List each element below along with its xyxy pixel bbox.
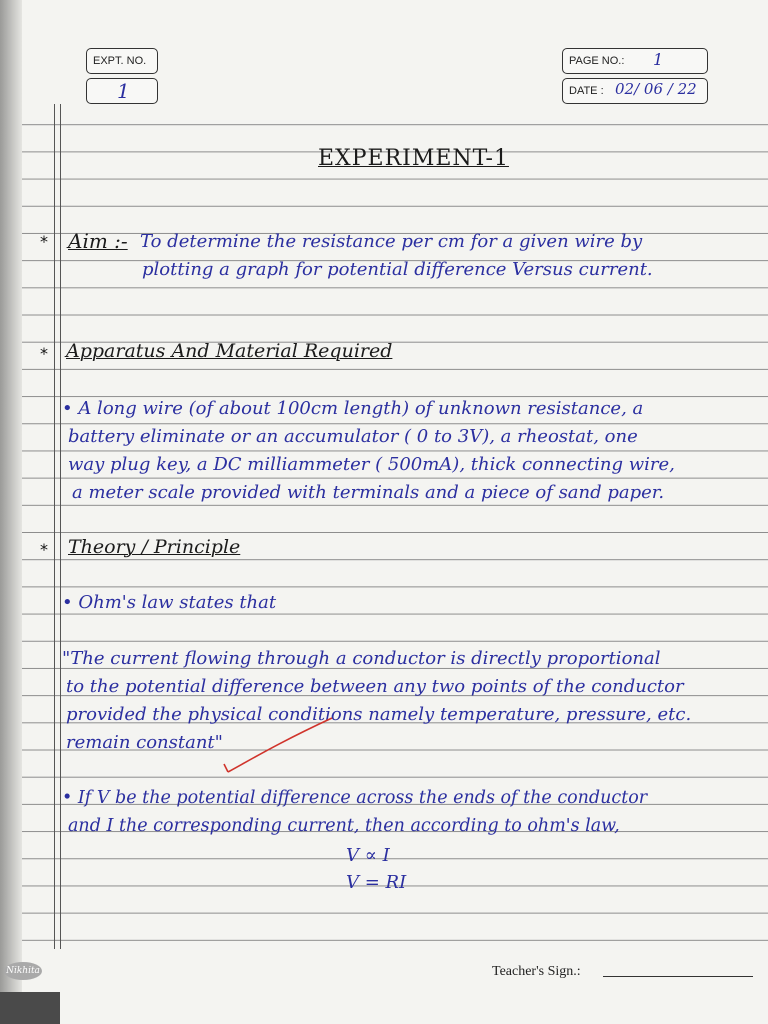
margin-line-left (54, 104, 55, 949)
date-label: DATE : (569, 85, 604, 97)
theory-heading: Theory / Principle (68, 536, 241, 558)
apparatus-line-3: way plug key, a DC milliammeter ( 500mA), thick connecting wire, (68, 454, 675, 475)
date-box (562, 78, 708, 104)
notebook-binding (0, 0, 22, 1024)
expt-no-value-box (86, 78, 158, 104)
theory-explain-line-2: and I the corresponding current, then according to ohm's law, (68, 816, 620, 836)
ohms-law-quote-line-3: provided the physical conditions namely temperature, pressure, etc. (66, 704, 692, 725)
page-no-label: PAGE NO.: (569, 55, 625, 67)
theory-bullet-star: * (40, 540, 48, 559)
aim-line-2: plotting a graph for potential difference Versus current. (142, 259, 653, 280)
page-footer-area (8, 948, 768, 1024)
expt-no-label-box (86, 48, 158, 74)
teacher-sign-line (603, 976, 753, 977)
page-title: EXPERIMENT-1 (318, 146, 509, 171)
page-no-value: 1 (653, 50, 664, 69)
ohms-law-quote-line-1: "The current flowing through a conductor is directly proportional (62, 648, 661, 669)
logo-text: Nikhita (6, 966, 40, 976)
apparatus-line-1: • A long wire (of about 100cm length) of unknown resistance, a (62, 398, 644, 419)
ohms-law-quote-line-2: to the potential difference between any two points of the conductor (66, 676, 684, 697)
margin-line-right (60, 104, 61, 949)
expt-no-label: EXPT. NO. (93, 55, 147, 67)
proportionality-formula: V ∝ I (346, 845, 390, 866)
apparatus-line-2: battery eliminate or an accumulator ( 0 to 3V), a rheostat, one (68, 426, 638, 447)
page-shadow (0, 992, 60, 1024)
aim-line-1: To determine the resistance per cm for a given wire by (140, 231, 643, 252)
aim-bullet-star: * (40, 232, 48, 251)
apparatus-heading: Apparatus And Material Required (66, 340, 393, 362)
expt-no-value: 1 (117, 79, 130, 103)
notebook-logo (4, 962, 42, 980)
teacher-check-mark (220, 712, 340, 776)
page-no-box (562, 48, 708, 74)
theory-intro: • Ohm's law states that (62, 592, 277, 613)
aim-heading: Aim :- (68, 229, 128, 253)
ohms-law-quote-line-4: remain constant" (66, 732, 223, 753)
apparatus-bullet-star: * (40, 344, 48, 363)
date-value: 02/ 06 / 22 (615, 80, 697, 98)
teacher-sign-label: Teacher's Sign.: (492, 964, 581, 979)
ohms-law-formula: V = RI (346, 872, 407, 893)
apparatus-line-4: a meter scale provided with terminals and a piece of sand paper. (72, 482, 665, 503)
theory-explain-line-1: • If V be the potential difference across the ends of the conductor (62, 788, 648, 808)
